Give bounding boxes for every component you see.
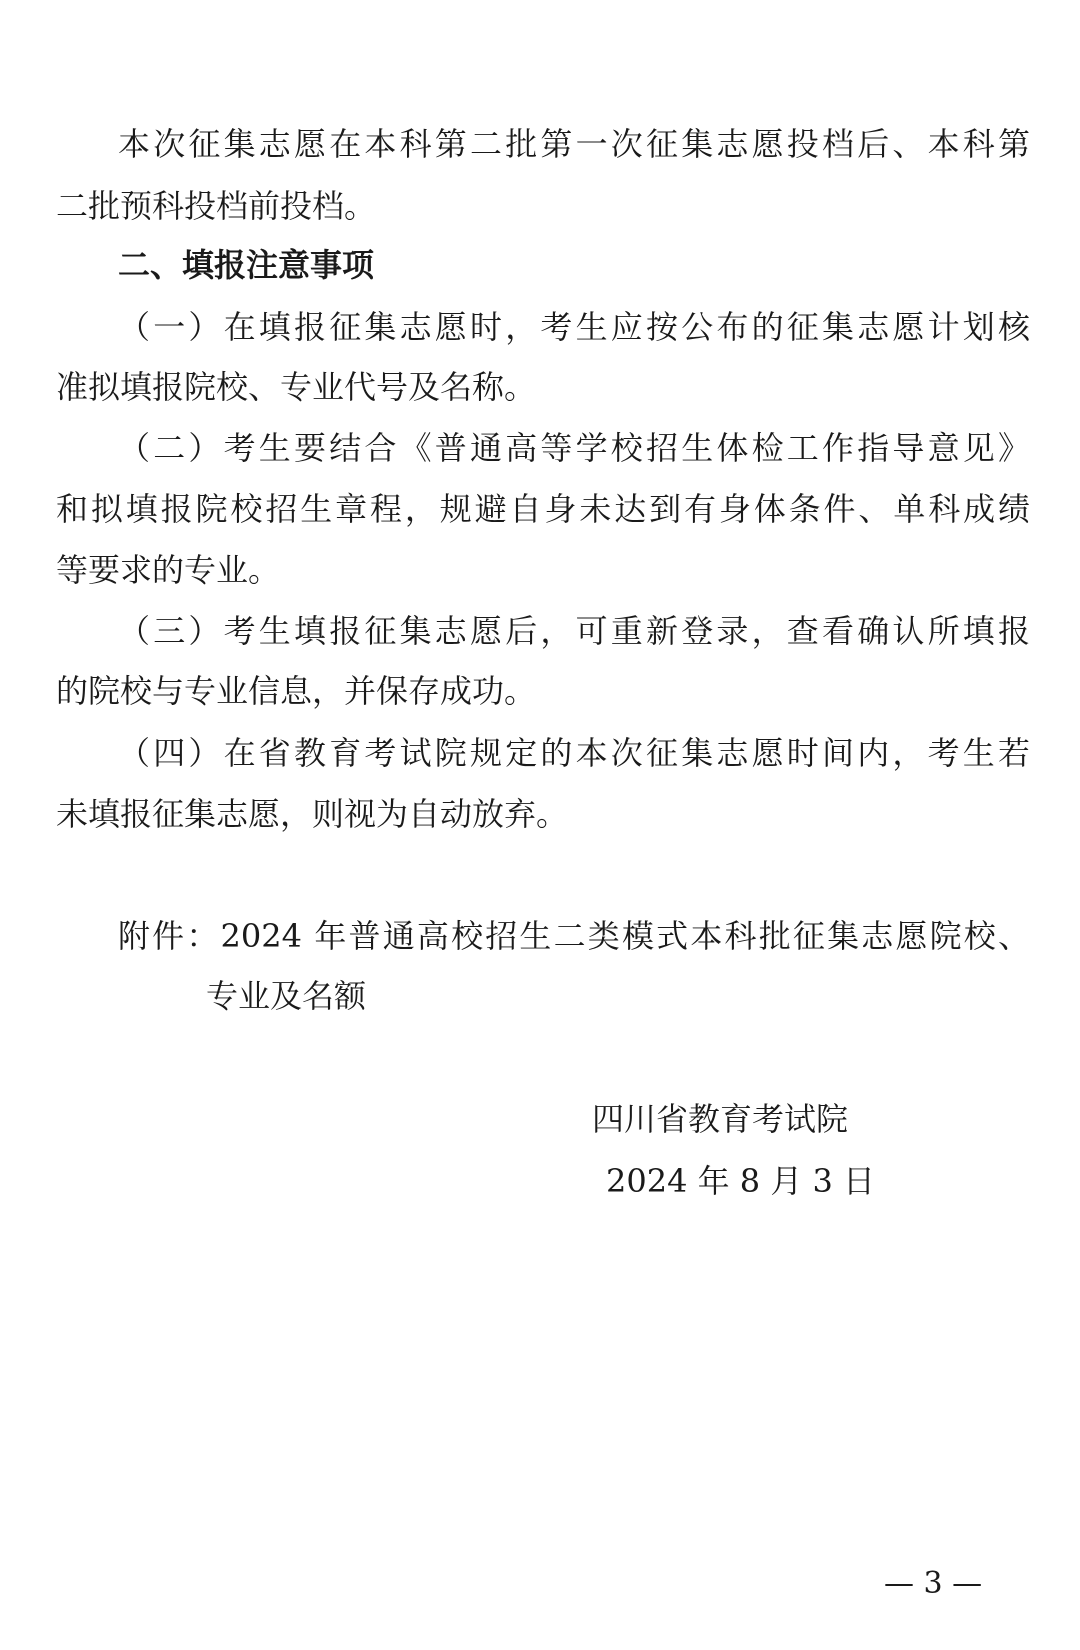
list-item-line: 的院校与专业信息，并保存成功。 [56, 672, 537, 710]
list-item-line: （四）在省教育考试院规定的本次征集志愿时间内，考生若 [118, 734, 1030, 772]
page-number: — 3 — [884, 1566, 983, 1601]
list-item-line: 和拟填报院校招生章程，规避自身未达到有身体条件、单科成绩 [56, 490, 1030, 528]
list-item-line: 准拟填报院校、专业代号及名称。 [56, 368, 537, 406]
issuer-name: 四川省教育考试院 [592, 1100, 849, 1138]
section-heading: 二、填报注意事项 [118, 246, 375, 284]
list-item-line: （三）考生填报征集志愿后，可重新登录，查看确认所填报 [118, 612, 1030, 650]
attachment-line: 附件：2024 年普通高校招生二类模式本科批征集志愿院校、 [118, 917, 1030, 955]
list-item-line: （二）考生要结合《普通高等学校招生体检工作指导意见》 [118, 429, 1030, 467]
paragraph-line: 本次征集志愿在本科第二批第一次征集志愿投档后、本科第 [118, 125, 1030, 163]
list-item-line: （一）在填报征集志愿时，考生应按公布的征集志愿计划核 [118, 308, 1030, 346]
list-item-line: 未填报征集志愿，则视为自动放弃。 [56, 795, 569, 833]
issue-date: 2024 年 8 月 3 日 [606, 1162, 876, 1200]
paragraph-line: 二批预科投档前投档。 [56, 187, 377, 225]
attachment-line: 专业及名额 [206, 977, 367, 1015]
list-item-line: 等要求的专业。 [56, 551, 281, 589]
